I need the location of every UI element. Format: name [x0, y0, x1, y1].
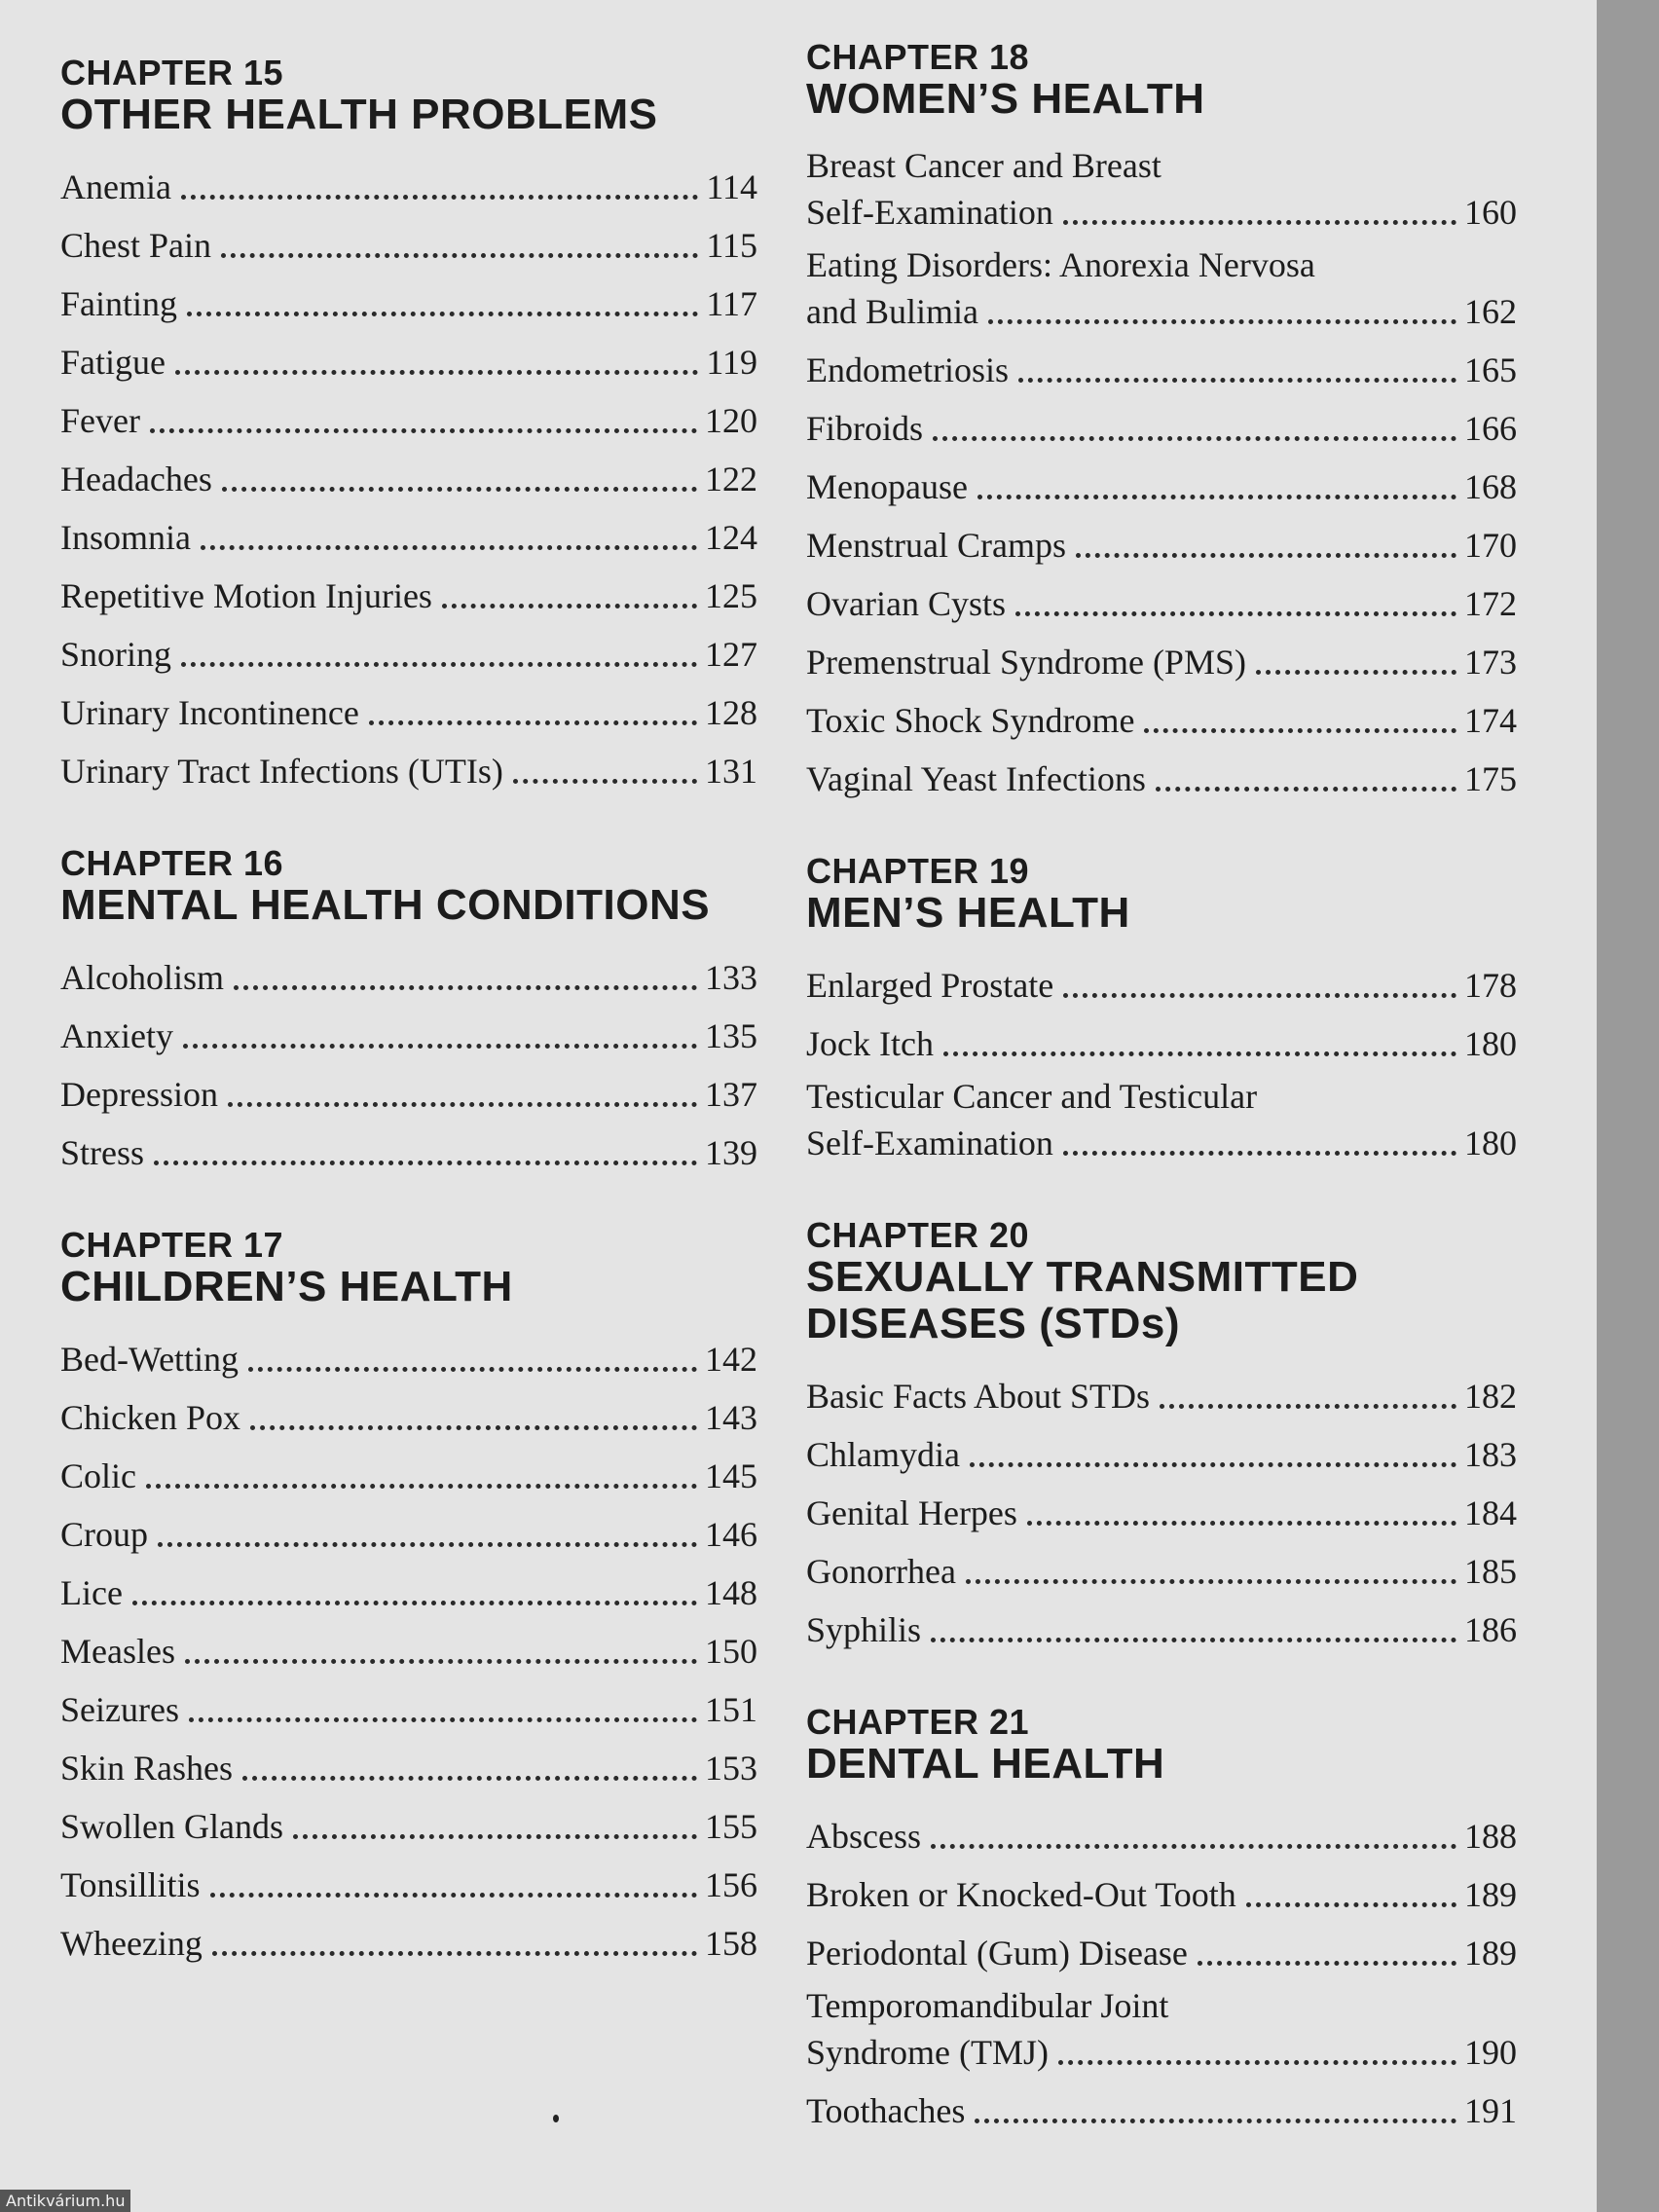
page-number: 128 [705, 693, 757, 732]
dot-leader [1058, 2060, 1456, 2065]
dot-leader [933, 436, 1456, 441]
entry-label: Gonorrhea [806, 1552, 956, 1591]
entry-label: Repetitive Motion Injuries [60, 576, 432, 615]
dot-leader [970, 1462, 1456, 1467]
entry-label: Toothaches [806, 2091, 966, 2130]
page-number: 172 [1464, 584, 1517, 623]
page-number: 143 [705, 1398, 757, 1437]
page-number: 188 [1464, 1817, 1517, 1856]
page-number: 142 [705, 1340, 757, 1379]
dot-leader [183, 1044, 697, 1049]
toc-entry[interactable] [60, 1908, 757, 1967]
toc-entry[interactable] [60, 1558, 757, 1616]
entry-label: Abscess [806, 1817, 921, 1856]
entry-label: Fatigue [60, 343, 166, 382]
dot-leader [293, 1834, 697, 1839]
toc-entry[interactable] [60, 1791, 757, 1850]
entry-label: and Bulimia [806, 292, 978, 331]
dot-leader [943, 1051, 1456, 1056]
toc-entry[interactable] [806, 510, 1517, 569]
page-number: 124 [705, 518, 757, 557]
entry-label: Bed-Wetting [60, 1340, 240, 1379]
dot-leader [221, 253, 698, 258]
entry-label: Anemia [60, 167, 171, 206]
entry-label: Menopause [806, 467, 968, 506]
toc-entry[interactable] [806, 236, 1517, 335]
entry-label: Periodontal (Gum) Disease [806, 1934, 1188, 1972]
chapter-number: CHAPTER 19 [806, 851, 1030, 891]
entry-label: Fever [60, 401, 140, 440]
dot-leader [228, 1102, 697, 1107]
toc-entry[interactable] [60, 1324, 757, 1382]
page-number: 139 [705, 1133, 757, 1172]
toc-entry[interactable] [806, 393, 1517, 452]
page-number: 137 [705, 1075, 757, 1114]
dot-leader [132, 1601, 697, 1605]
dot-leader [1144, 728, 1456, 733]
dot-leader [1076, 553, 1456, 558]
entry-label: Self-Examination [806, 1124, 1053, 1162]
page-number: 127 [705, 635, 757, 674]
toc-entry[interactable] [806, 627, 1517, 685]
page-number: 119 [706, 343, 757, 382]
toc-entry[interactable] [60, 327, 757, 386]
toc-entry[interactable] [806, 452, 1517, 510]
chapter-section [806, 853, 1517, 1166]
toc-entry[interactable] [806, 1009, 1517, 1067]
entry-label: Urinary Tract Infections (UTIs) [60, 752, 503, 791]
chapter-number: CHAPTER 21 [806, 1702, 1030, 1742]
entry-label: Chlamydia [806, 1435, 960, 1474]
page-number: 173 [1464, 643, 1517, 682]
entry-label-line1: Breast Cancer and Breast [806, 146, 1161, 185]
entry-label: Enlarged Prostate [806, 966, 1054, 1005]
page-number: 174 [1464, 701, 1517, 740]
page-number: 184 [1464, 1493, 1517, 1532]
chapter-section [806, 1217, 1517, 1653]
page-number: 155 [705, 1807, 757, 1846]
entry-label: Syndrome (TMJ) [806, 2033, 1049, 2072]
toc-entry[interactable] [60, 152, 757, 210]
book-gutter [1597, 0, 1659, 2212]
toc-entry[interactable] [60, 1499, 757, 1558]
dot-leader [248, 1367, 697, 1372]
page-number: 160 [1464, 193, 1517, 232]
dot-leader [1156, 787, 1456, 792]
toc-entry[interactable] [806, 335, 1517, 393]
toc-entry[interactable] [806, 1860, 1517, 1918]
dot-leader [1063, 220, 1456, 225]
toc-entry[interactable] [60, 386, 757, 444]
toc-entry[interactable] [60, 269, 757, 327]
entry-label: Lice [60, 1573, 123, 1612]
dot-leader [175, 370, 698, 375]
entry-line2 [806, 288, 1517, 335]
toc-entry[interactable] [60, 1118, 757, 1176]
entry-label: Measles [60, 1632, 175, 1671]
entry-label-line1: Testicular Cancer and Testicular [806, 1077, 1258, 1116]
dot-leader [1160, 1404, 1456, 1409]
entry-label: Colic [60, 1456, 136, 1495]
entry-label: Fainting [60, 284, 178, 323]
entry-label: Menstrual Cramps [806, 526, 1066, 565]
chapter-title: CHILDREN’S HEALTH [60, 1263, 513, 1310]
entry-label: Tonsillitis [60, 1865, 201, 1904]
page-number: 183 [1464, 1435, 1517, 1474]
chapter-title: SEXUALLY TRANSMITTED DISEASES (STDs) [806, 1253, 1359, 1347]
chapter-section [60, 1227, 757, 1967]
dot-leader [181, 195, 698, 200]
chapter-number: CHAPTER 18 [806, 37, 1030, 77]
entry-label: Swollen Glands [60, 1807, 283, 1846]
dot-leader [1256, 670, 1456, 675]
toc-entry[interactable] [60, 736, 757, 794]
dot-leader [988, 319, 1456, 324]
page-number: 170 [1464, 526, 1517, 565]
chapter-title: MEN’S HEALTH [806, 889, 1130, 937]
toc-entry[interactable] [806, 136, 1517, 236]
toc-entry[interactable] [806, 1361, 1517, 1419]
page-number: 146 [705, 1515, 757, 1554]
dot-leader [931, 1638, 1456, 1642]
page-number: 168 [1464, 467, 1517, 506]
entry-label: Stress [60, 1133, 145, 1172]
entry-label: Premenstrual Syndrome (PMS) [806, 643, 1246, 682]
page-number: 191 [1464, 2091, 1517, 2130]
page-number: 153 [705, 1749, 757, 1788]
chapter-title: WOMEN’S HEALTH [806, 75, 1205, 123]
chapter-number: CHAPTER 20 [806, 1215, 1030, 1255]
chapter-title: DENTAL HEALTH [806, 1740, 1165, 1788]
page-number: 189 [1464, 1875, 1517, 1914]
toc-entry[interactable] [60, 444, 757, 502]
page-number: 182 [1464, 1377, 1517, 1416]
toc-entry[interactable] [806, 1976, 1517, 2076]
toc-entry[interactable] [60, 1059, 757, 1118]
toc-entry[interactable] [60, 678, 757, 736]
chapter-title: MENTAL HEALTH CONDITIONS [60, 881, 711, 929]
dot-leader [1198, 1961, 1456, 1966]
dot-leader [210, 1893, 697, 1898]
entry-label: Anxiety [60, 1016, 173, 1055]
toc-entry[interactable] [806, 1595, 1517, 1653]
dot-leader [154, 1161, 697, 1165]
page-number: 115 [706, 226, 757, 265]
dot-leader [977, 495, 1456, 499]
entry-label-line1: Eating Disorders: Anorexia Nervosa [806, 245, 1315, 284]
entry-label: Headaches [60, 460, 212, 498]
page-mark [553, 2115, 559, 2122]
dot-leader [1015, 611, 1456, 616]
entry-line2 [806, 2029, 1517, 2076]
page-number: 185 [1464, 1552, 1517, 1591]
toc-left-column [60, 55, 757, 2017]
dot-leader [158, 1542, 697, 1547]
page-number: 165 [1464, 350, 1517, 389]
page-number: 145 [705, 1456, 757, 1495]
page-number: 175 [1464, 759, 1517, 798]
dot-leader [931, 1844, 1456, 1849]
watermark-label: Antikvárium.hu [0, 2190, 130, 2212]
dot-leader [185, 1659, 697, 1664]
dot-leader [181, 662, 697, 667]
dot-leader [975, 2119, 1456, 2123]
dot-leader [1027, 1521, 1456, 1526]
chapter-number: CHAPTER 17 [60, 1225, 284, 1265]
dot-leader [234, 985, 697, 990]
toc-entry[interactable] [806, 1067, 1517, 1166]
toc-entry[interactable] [60, 619, 757, 678]
dot-leader [1018, 378, 1456, 383]
dot-leader [201, 545, 697, 550]
page-number: 178 [1464, 966, 1517, 1005]
dot-leader [966, 1579, 1456, 1584]
entry-label: Jock Itch [806, 1024, 934, 1063]
chapter-section [60, 55, 757, 794]
page-number: 133 [705, 958, 757, 997]
toc-entry[interactable] [60, 942, 757, 1001]
chapter-section [60, 845, 757, 1176]
entry-line2 [806, 189, 1517, 236]
dot-leader [250, 1425, 697, 1430]
chapter-number: CHAPTER 16 [60, 843, 284, 883]
entry-label: Insomnia [60, 518, 191, 557]
toc-entry[interactable] [60, 1675, 757, 1733]
entry-label: Alcoholism [60, 958, 224, 997]
dot-leader [150, 428, 697, 433]
page-number: 135 [705, 1016, 757, 1055]
toc-entry[interactable] [806, 1536, 1517, 1595]
toc-entry[interactable] [806, 1918, 1517, 1976]
dot-leader [442, 604, 697, 608]
page-number: 125 [705, 576, 757, 615]
entry-label: Self-Examination [806, 193, 1053, 232]
dot-leader [1246, 1902, 1456, 1907]
page-number: 189 [1464, 1934, 1517, 1972]
toc-entry[interactable] [806, 950, 1517, 1009]
dot-leader [222, 487, 697, 492]
chapter-section [806, 39, 1517, 802]
page-number: 117 [706, 284, 757, 323]
chapter-number: CHAPTER 15 [60, 53, 284, 92]
entry-label-line1: Temporomandibular Joint [806, 1986, 1169, 2025]
entry-label: Ovarian Cysts [806, 584, 1006, 623]
page-number: 114 [706, 167, 757, 206]
toc-entry[interactable] [60, 1382, 757, 1441]
entry-label: Basic Facts About STDs [806, 1377, 1151, 1416]
entry-label: Snoring [60, 635, 172, 674]
page-number: 180 [1464, 1024, 1517, 1063]
entry-label: Croup [60, 1515, 148, 1554]
page-number: 131 [705, 752, 757, 791]
page-number: 186 [1464, 1610, 1517, 1649]
chapter-title: OTHER HEALTH PROBLEMS [60, 91, 658, 138]
toc-entry[interactable] [60, 561, 757, 619]
entry-line2 [806, 1120, 1517, 1166]
entry-label: Chest Pain [60, 226, 212, 265]
entry-label: Toxic Shock Syndrome [806, 701, 1135, 740]
dot-leader [369, 720, 697, 725]
page-number: 156 [705, 1865, 757, 1904]
page-number: 166 [1464, 409, 1517, 448]
toc-entry[interactable] [60, 1733, 757, 1791]
page-number: 162 [1464, 292, 1517, 331]
entry-label: Chicken Pox [60, 1398, 240, 1437]
toc-entry[interactable] [806, 2076, 1517, 2134]
entry-label: Vaginal Yeast Infections [806, 759, 1146, 798]
dot-leader [1063, 993, 1456, 998]
page-number: 190 [1464, 2033, 1517, 2072]
dot-leader [1063, 1151, 1456, 1156]
toc-entry[interactable] [806, 685, 1517, 744]
page-number: 148 [705, 1573, 757, 1612]
toc-entry[interactable] [60, 1850, 757, 1908]
entry-label: Endometriosis [806, 350, 1009, 389]
toc-entry[interactable] [806, 1801, 1517, 1860]
entry-label: Seizures [60, 1690, 179, 1729]
page-number: 151 [705, 1690, 757, 1729]
entry-label: Wheezing [60, 1924, 203, 1963]
page-number: 122 [705, 460, 757, 498]
toc-entry[interactable] [60, 502, 757, 561]
dot-leader [242, 1776, 697, 1781]
toc-entry[interactable] [806, 1419, 1517, 1478]
toc-entry[interactable] [60, 1616, 757, 1675]
toc-entry[interactable] [60, 1001, 757, 1059]
entry-label: Skin Rashes [60, 1749, 234, 1788]
page-number: 120 [705, 401, 757, 440]
chapter-section [806, 1704, 1517, 2134]
toc-entry[interactable] [60, 210, 757, 269]
entry-label: Genital Herpes [806, 1493, 1017, 1532]
toc-entry[interactable] [806, 1478, 1517, 1536]
dot-leader [146, 1484, 697, 1489]
entry-label: Fibroids [806, 409, 924, 448]
entry-label: Urinary Incontinence [60, 693, 359, 732]
entry-label: Broken or Knocked-Out Tooth [806, 1875, 1236, 1914]
dot-leader [513, 779, 697, 784]
entry-label: Depression [60, 1075, 218, 1114]
toc-right-column [806, 39, 1517, 2185]
dot-leader [189, 1717, 697, 1722]
dot-leader [212, 1951, 697, 1956]
toc-entry[interactable] [806, 744, 1517, 802]
page-number: 180 [1464, 1124, 1517, 1162]
toc-entry[interactable] [806, 569, 1517, 627]
page-number: 158 [705, 1924, 757, 1963]
dot-leader [187, 312, 698, 316]
entry-label: Syphilis [806, 1610, 922, 1649]
page-number: 150 [705, 1632, 757, 1671]
toc-entry[interactable] [60, 1441, 757, 1499]
